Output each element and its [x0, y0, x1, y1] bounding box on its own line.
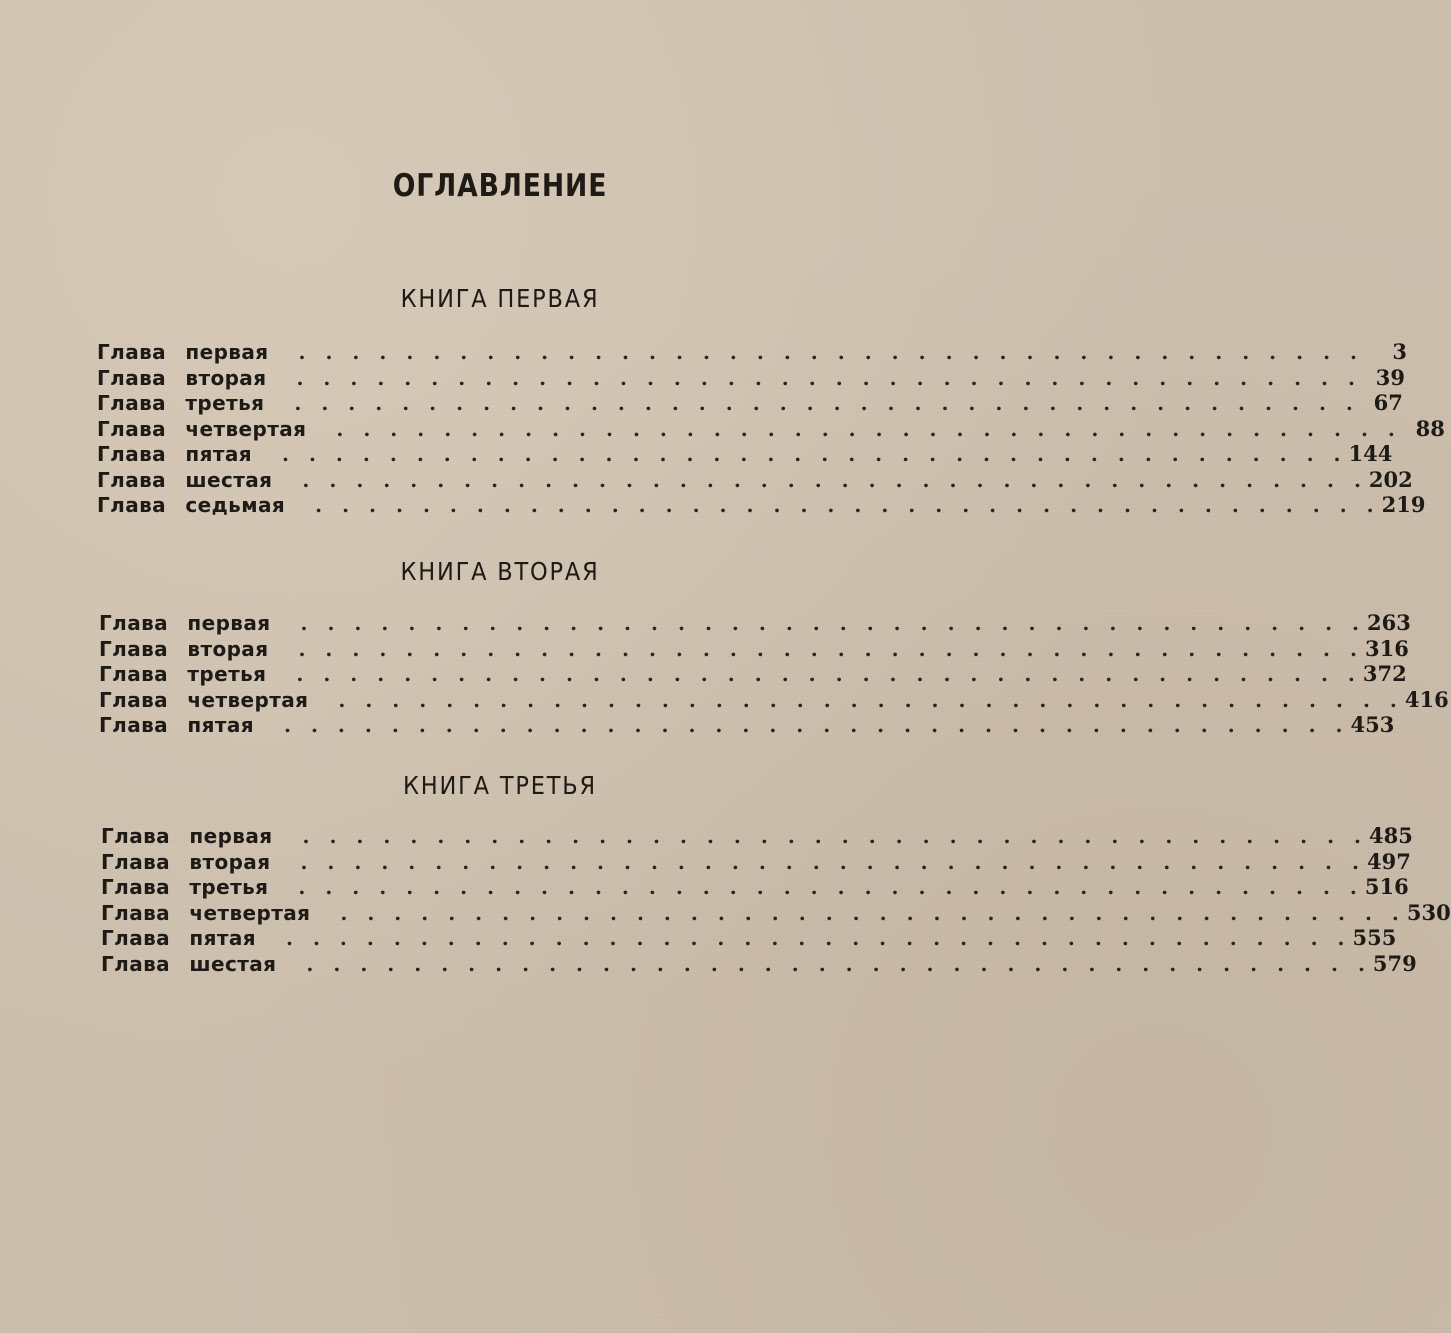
- chapter-label: Глава вторая: [97, 365, 267, 390]
- chapter-label: Глава шестая: [101, 951, 277, 976]
- dot-leader: . . . . . . . . . . . . . . . . . . . . . . . . . . . . . . . . . . . . . . . .: [280, 611, 1360, 635]
- dot-leader: . . . . . . . . . . . . . . . . . . . . . . . . . . . . . . . . . . . . . . . .: [266, 926, 1345, 950]
- chapter-label: Глава третья: [101, 875, 269, 899]
- toc-row: [99, 712, 1395, 738]
- toc-row: [97, 441, 1393, 467]
- dot-leader: . . . . . . . . . . . . . . . . . . . . . . . . . . . . . . . . . . . . . . . .: [278, 340, 1358, 364]
- chapter-page-number: 202: [1368, 466, 1413, 492]
- chapter-page-number: 416: [1404, 686, 1449, 712]
- dot-leader: . . . . . . . . . . . . . . . . . . . . . . . . . . . . . . . . . . . . . . . .: [295, 493, 1374, 517]
- toc-list-book-2: [99, 610, 1449, 738]
- toc-row: [99, 635, 1409, 662]
- chapter-label: Глава третья: [97, 391, 265, 415]
- chapter-page-number: 516: [1364, 874, 1409, 899]
- chapter-page-number: 88: [1415, 415, 1445, 441]
- toc-row: [97, 415, 1445, 442]
- dot-leader: . . . . . . . . . . . . . . . . . . . . . . . . . . . . . . . . . . . . . . . .: [280, 849, 1359, 874]
- toc-row: [99, 686, 1449, 713]
- toc-row: [99, 661, 1407, 687]
- dot-leader: . . . . . . . . . . . . . . . . . . . . . . . . . . . . . . . . . . . . . . . .: [320, 900, 1399, 925]
- page-title: ОГЛАВЛЕНИЕ: [392, 168, 608, 204]
- chapter-label: Глава четвертая: [101, 900, 311, 925]
- chapter-page-number: 39: [1375, 364, 1405, 390]
- chapter-label: Глава вторая: [101, 849, 271, 874]
- chapter-label: Глава шестая: [97, 467, 273, 492]
- chapter-page-number: 579: [1372, 950, 1417, 976]
- toc-row: [101, 925, 1397, 951]
- dot-leader: . . . . . . . . . . . . . . . . . . . . . . . . . . . . . . . . . . . . . . . .: [276, 365, 1355, 390]
- chapter-page-number: 485: [1369, 823, 1413, 848]
- toc-list-book-3: [101, 823, 1451, 976]
- chapter-label: Глава четвертая: [99, 687, 309, 712]
- toc-row: [97, 492, 1426, 518]
- toc-row: [99, 610, 1411, 636]
- chapter-label: Глава седьмая: [97, 493, 286, 517]
- dot-leader: . . . . . . . . . . . . . . . . . . . . . . . . . . . . . . . . . . . . . . . .: [316, 416, 1395, 441]
- dot-leader: . . . . . . . . . . . . . . . . . . . . . . . . . . . . . . . . . . . . . . . .: [262, 442, 1341, 466]
- chapter-label: Глава пятая: [101, 926, 256, 950]
- chapter-page-number: 144: [1348, 441, 1393, 466]
- toc-row: [97, 390, 1403, 416]
- dot-leader: . . . . . . . . . . . . . . . . . . . . . . . . . . . . . . . . . . . . . . . .: [318, 687, 1397, 712]
- toc-row: [101, 874, 1409, 900]
- chapter-page-number: 67: [1373, 390, 1403, 415]
- dot-leader: . . . . . . . . . . . . . . . . . . . . . . . . . . . . . . . . . . . . . . . .: [278, 875, 1357, 899]
- chapter-page-number: 316: [1364, 635, 1409, 661]
- chapter-page-number: 530: [1406, 899, 1451, 925]
- chapter-label: Глава пятая: [97, 442, 252, 466]
- dot-leader: . . . . . . . . . . . . . . . . . . . . . . . . . . . . . . . . . . . . . . . .: [264, 713, 1343, 737]
- chapter-page-number: 497: [1366, 848, 1411, 874]
- toc-row: [97, 364, 1405, 391]
- chapter-label: Глава четвертая: [97, 416, 307, 441]
- dot-leader: . . . . . . . . . . . . . . . . . . . . . . . . . . . . . . . . . . . . . . . .: [282, 824, 1362, 848]
- chapter-page-number: 372: [1362, 661, 1407, 686]
- book-heading-2: КНИГА ВТОРАЯ: [400, 557, 600, 586]
- chapter-label: Глава первая: [101, 824, 273, 848]
- dot-leader: . . . . . . . . . . . . . . . . . . . . . . . . . . . . . . . . . . . . . . . .: [286, 951, 1365, 976]
- chapter-page-number: 3: [1392, 339, 1408, 364]
- toc-row: [101, 899, 1451, 926]
- dot-leader: . . . . . . . . . . . . . . . . . . . . . . . . . . . . . . . . . . . . . . . .: [274, 391, 1353, 415]
- toc-row: [101, 848, 1411, 875]
- toc-row: [101, 823, 1413, 849]
- chapter-label: Глава пятая: [99, 713, 254, 737]
- toc-list-book-1: [97, 339, 1445, 518]
- chapter-label: Глава первая: [99, 611, 271, 635]
- chapter-label: Глава третья: [99, 662, 267, 686]
- dot-leader: . . . . . . . . . . . . . . . . . . . . . . . . . . . . . . . . . . . . . . . .: [276, 662, 1355, 686]
- toc-row: [97, 339, 1408, 365]
- chapter-page-number: 263: [1367, 610, 1411, 635]
- dot-leader: . . . . . . . . . . . . . . . . . . . . . . . . . . . . . . . . . . . . . . . .: [282, 467, 1361, 492]
- chapter-label: Глава первая: [97, 340, 269, 364]
- book-heading-1: КНИГА ПЕРВАЯ: [400, 284, 600, 313]
- book-heading-3: КНИГА ТРЕТЬЯ: [403, 771, 597, 800]
- toc-row: [97, 466, 1413, 493]
- chapter-page-number: 453: [1350, 712, 1395, 737]
- toc-row: [101, 950, 1417, 977]
- chapter-label: Глава вторая: [99, 636, 269, 661]
- dot-leader: . . . . . . . . . . . . . . . . . . . . . . . . . . . . . . . . . . . . . . . .: [278, 636, 1357, 661]
- chapter-page-number: 555: [1352, 925, 1397, 950]
- chapter-page-number: 219: [1381, 492, 1426, 517]
